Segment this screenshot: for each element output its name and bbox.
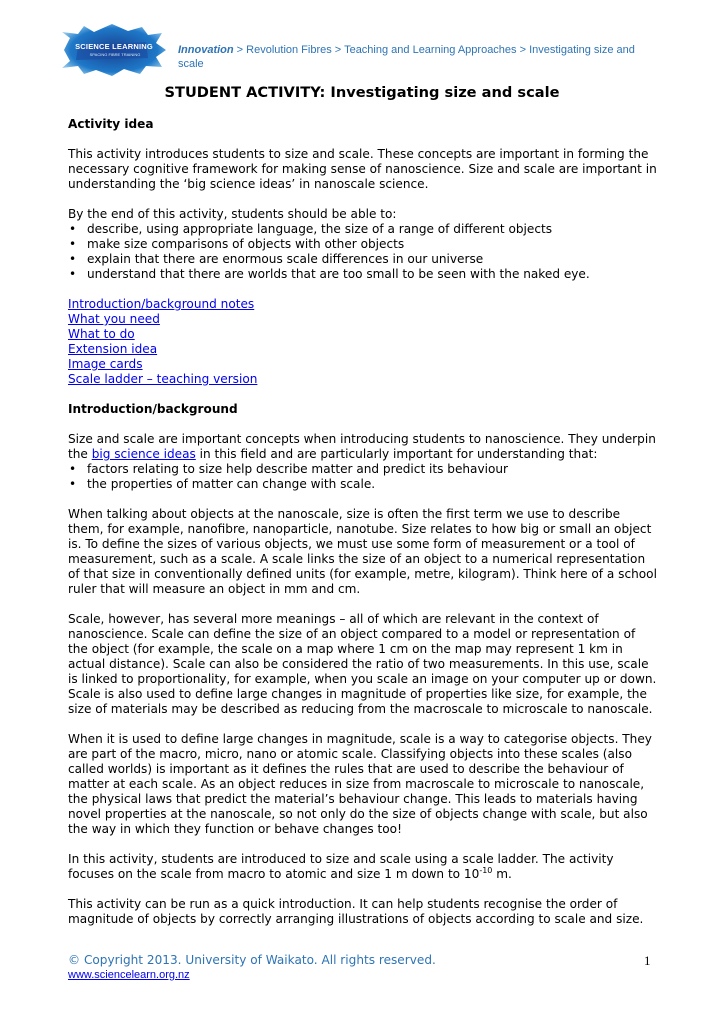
breadcrumb-trail: > Revolution Fibres > Teaching and Learning Approaches > Investigating size and scale [178,44,635,70]
list-item: • describe, using appropriate language, the size of a range of different objects [68,222,658,237]
logo-text: SCIENCE LEARNING [75,42,153,51]
page-title: STUDENT ACTIVITY: Investigating size and scale [164,84,560,101]
link-what-you-need[interactable]: What you need [68,312,160,326]
link-what-to-do[interactable]: What to do [68,327,135,341]
list-item: • explain that there are enormous scale differences in our universe [68,252,658,267]
activity-idea-heading: Activity idea [68,117,154,131]
footer-url-link[interactable]: www.sciencelearn.org.nz [68,969,190,981]
outcomes-list [68,222,658,282]
intro-text-continued: in this field and are particularly important for understanding that: [195,447,598,461]
intro-paragraph-1 [68,432,658,462]
link-extension-idea[interactable]: Extension idea [68,342,158,356]
intro-text: In this activity, students are introduced to size and scale using a scale ladder. The activity focuses on the scale from macro to atomic and size 1 m down to 10 [68,852,614,881]
link-image-cards[interactable]: Image cards [68,357,143,371]
intro-paragraph-5 [68,852,658,882]
exponent: -10 [479,865,493,875]
outcomes-intro: By the end of this activity, students should be able to: [68,207,397,221]
copyright-notice: © Copyright 2013. University of Waikato. All rights reserved. [68,953,436,967]
intro-text: Size and scale are important concepts when introducing students to nanoscience. They underpin the [68,432,656,461]
link-big-science-ideas[interactable]: big science ideas [91,447,196,461]
contents-links [68,297,658,387]
intro-list [68,462,658,492]
list-item: • understand that there are worlds that are too small to be seen with the naked eye. [68,267,658,282]
list-item: • the properties of matter can change with scale. [68,477,658,492]
list-item: • factors relating to size help describe matter and predict its behaviour [68,462,658,477]
breadcrumb-innovation[interactable]: Innovation [178,44,234,56]
link-introduction[interactable]: Introduction/background notes [68,297,255,311]
intro-paragraph-3: Scale, however, has several more meanings – all of which are relevant in the context of nanoscience. Scale can define the size of an object compared to a model or representation of the object (for example, the scale on a map where 1 cm on the map may represent 1 km in actual distance). Scale can also be considered the ratio of two measurements. In this use, scale is linked to proportionality, for example, when you scale an image on your computer up or down. Scale is also used to define large changes in magnitude of properties like size, for example, the size of materials may be described as reducing from the macroscale to microscale to nanoscale. [68,612,657,716]
science-learning-logo [58,24,166,76]
intro-heading: Introduction/background [68,402,238,416]
link-scale-ladder[interactable]: Scale ladder – teaching version [68,372,258,386]
intro-text-end: m. [492,867,512,881]
page-number: 1 [644,953,651,968]
intro-paragraph-2: When talking about objects at the nanoscale, size is often the first term we use to describe them, for example, nanofibre, nanoparticle, nanotube. Size relates to how big or small an object is. To define the sizes of various objects, we must use some form of measurement or a tool of measurement, such as a scale. A scale links the size of an object to a numerical representation of that size in conventionally defined units (for example, metre, kilogram). Think here of a school ruler that will measure an object in mm and cm. [68,507,657,596]
breadcrumb [178,43,658,71]
intro-paragraph-4: When it is used to define large changes in magnitude, scale is a way to categorise objects. They are part of the macro, micro, nano or atomic scale. Classifying objects into these scales (also called worlds) is important as it defines the rules that are used to describe the behaviour of matter at each scale. As an object reduces in size from macroscale to microscale to nanoscale, the physical laws that predict the material’s behaviour change. This leads to materials having novel properties at the nanoscale, so not only do the size of objects change with scale, but also the way in which they function or behave changes too! [68,732,652,836]
logo-subtext: SPACING FIBRE TRAINING [89,52,141,57]
list-item: • make size comparisons of objects with other objects [68,237,658,252]
intro-paragraph-6: This activity can be run as a quick introduction. It can help students recognise the order of magnitude of objects by correctly arranging illustrations of objects according to scale and size. [68,897,644,926]
activity-idea-paragraph: This activity introduces students to size and scale. These concepts are important in forming the necessary cognitive framework for making sense of nanoscience. Size and scale are important in understanding the ‘big science ideas’ in nanoscale science. [68,147,657,191]
document-body [68,117,658,927]
